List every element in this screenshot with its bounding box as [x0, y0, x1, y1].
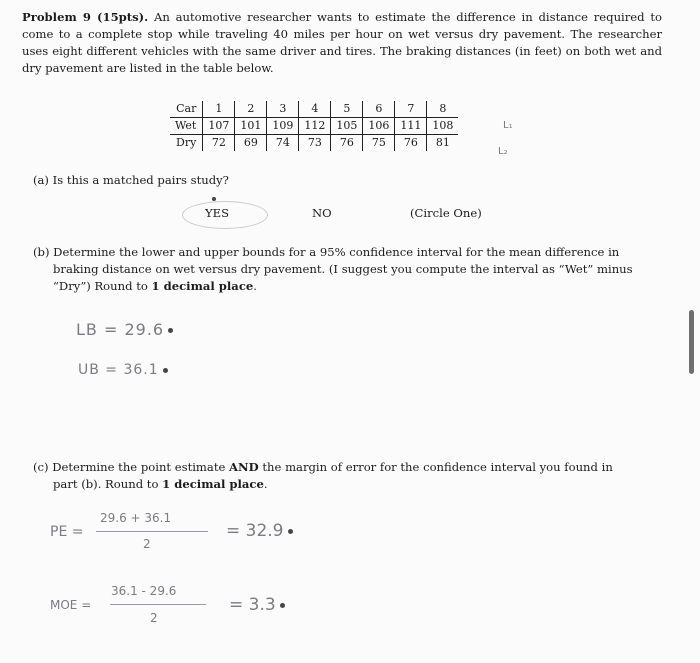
table-row	[170, 135, 458, 152]
table-cell: 81	[427, 135, 459, 152]
circle-one-label: (Circle One)	[410, 206, 482, 220]
part-b-question: (b) Determine the lower and upper bounds for a 95% confidence interval for the mean difference in braking distance on wet versus dry pavement. (I suggest you compute the interval as “Wet” minus “Dry”) Round to 1 decimal place.	[33, 245, 633, 293]
table-row-label: Car	[176, 102, 197, 115]
table-cell: 5	[331, 101, 363, 118]
moe-denominator: 2	[150, 611, 158, 625]
table-cell: 76	[395, 135, 427, 152]
table-cell: 101	[235, 118, 267, 135]
pe-result: = 32.9	[226, 521, 293, 541]
note-l2: L₂	[498, 146, 508, 157]
problem-statement	[22, 9, 662, 77]
table-cell: 111	[395, 118, 427, 135]
pe-fraction-bar	[96, 531, 208, 532]
lower-bound-answer: LB = 29.6	[76, 320, 173, 339]
part-a-question: (a) Is this a matched pairs study?	[33, 173, 229, 187]
moe-result: = 3.3	[229, 595, 285, 615]
table-cell: 8	[427, 101, 459, 118]
table-cell: 75	[363, 135, 395, 152]
table-cell: 107	[203, 118, 235, 135]
braking-distance-table	[170, 101, 458, 151]
table-cell: 74	[267, 135, 299, 152]
table-cell: 109	[267, 118, 299, 135]
table-row-label: Wet	[170, 118, 203, 135]
scrollbar-thumb[interactable]	[689, 310, 694, 374]
option-yes: YES	[205, 206, 230, 220]
moe-fraction-bar	[110, 604, 206, 605]
problem-title: Problem 9 (15pts).	[22, 10, 149, 24]
upper-bound-answer: UB = 36.1	[78, 362, 168, 378]
table-row	[170, 118, 458, 135]
table-cell: 6	[363, 101, 395, 118]
table-cell: 108	[427, 118, 459, 135]
moe-numerator: 36.1 - 29.6	[111, 584, 177, 598]
table-cell: 4	[299, 101, 331, 118]
table-cell: 105	[331, 118, 363, 135]
part-c-question: (c) Determine the point estimate AND the margin of error for the confidence interval you found in part (b). Round to 1 decimal place.	[33, 460, 613, 491]
moe-label: MOE =	[50, 598, 92, 612]
table-cell: 72	[203, 135, 235, 152]
table-cell: 76	[331, 135, 363, 152]
pe-denominator: 2	[143, 537, 151, 551]
note-l1: L₁	[503, 120, 513, 131]
table-cell: 7	[395, 101, 427, 118]
table-row-label: Dry	[170, 135, 203, 152]
table-row	[170, 101, 458, 118]
table-cell: 1	[203, 101, 235, 118]
table-cell: 69	[235, 135, 267, 152]
table-cell: 2	[235, 101, 267, 118]
pen-dot	[212, 197, 216, 201]
table-cell: 112	[299, 118, 331, 135]
problem-text: An automotive researcher wants to estimate the difference in distance required to come to a complete stop while traveling 40 miles per hour on wet versus dry pavement. The researcher uses eight different vehicles with the same driver and tires. The braking distances (in feet) on both wet and dry pavement are listed in the table below.	[22, 10, 663, 75]
table-cell: 3	[267, 101, 299, 118]
table-cell: 106	[363, 118, 395, 135]
pe-label: PE =	[50, 524, 84, 540]
pe-numerator: 29.6 + 36.1	[100, 511, 172, 525]
table-cell: 73	[299, 135, 331, 152]
option-no: NO	[312, 206, 332, 220]
